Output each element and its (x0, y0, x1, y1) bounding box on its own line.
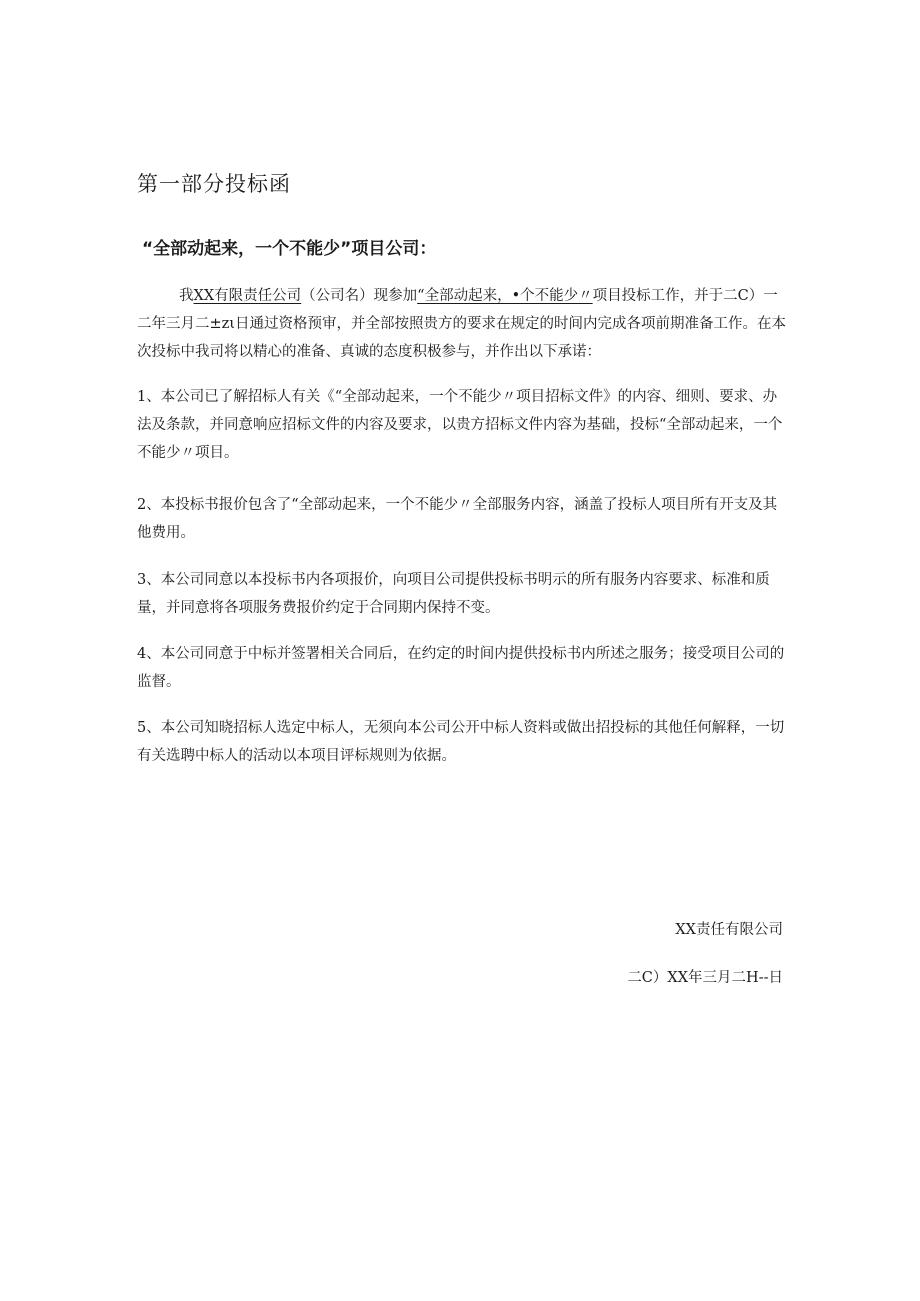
commitment-item-4: 4、本公司同意于中标并签署相关合同后，在约定的时间内提供投标书内所述之服务；接受项目公司的监督。 (137, 646, 785, 690)
intro-prefix: 我 (179, 288, 194, 304)
company-name-underlined: XX有限责任公司 (193, 288, 302, 304)
commitment-item-3: 3、本公司同意以本投标书内各项报价，向项目公司提供投标书明示的所有服务内容要求、标准和质量，并同意将各项服务费报价约定于合同期内保持不变。 (137, 572, 770, 616)
project-name-underlined: “全部动起来，•个不能少〃 (417, 288, 593, 304)
signature-date: 二C）XX年三月二H--日 (627, 970, 783, 986)
intro-mid: （公司名）现参加 (301, 288, 418, 304)
section-title: 第一部分投标函 (137, 172, 291, 196)
commitment-item-1: 1、本公司已了解招标人有关《“全部动起来，一个不能少〃项目招标文件》的内容、细则、要求、办法及条款，并同意响应招标文件的内容及要求，以贵方招标文件内容为基础，投标“全部动起来，一个不能少〃项目。 (137, 389, 783, 461)
intro-paragraph (137, 282, 787, 366)
intro-rest: 项目投标工作，并于二C）一二年三月二±zι日通过资格预审，并全部按照贵方的要求在规定的时间内完成各项前期准备工作。在本次投标中我司将以精心的准备、真诚的态度积极参与，并作出以下承诺： (137, 288, 786, 360)
addressee-line: “全部动起来，一个不能少”项目公司： (142, 239, 437, 259)
signature-company: XX责任有限公司 (675, 922, 783, 938)
commitment-item-5: 5、本公司知晓招标人选定中标人，无须向本公司公开中标人资料或做出招投标的其他任何解释，一切有关选聘中标人的活动以本项目评标规则为依据。 (137, 720, 785, 764)
commitment-item-2: 2、本投标书报价包含了“全部动起来，一个不能少〃全部服务内容，涵盖了投标人项目所有开支及其他费用。 (137, 497, 778, 541)
